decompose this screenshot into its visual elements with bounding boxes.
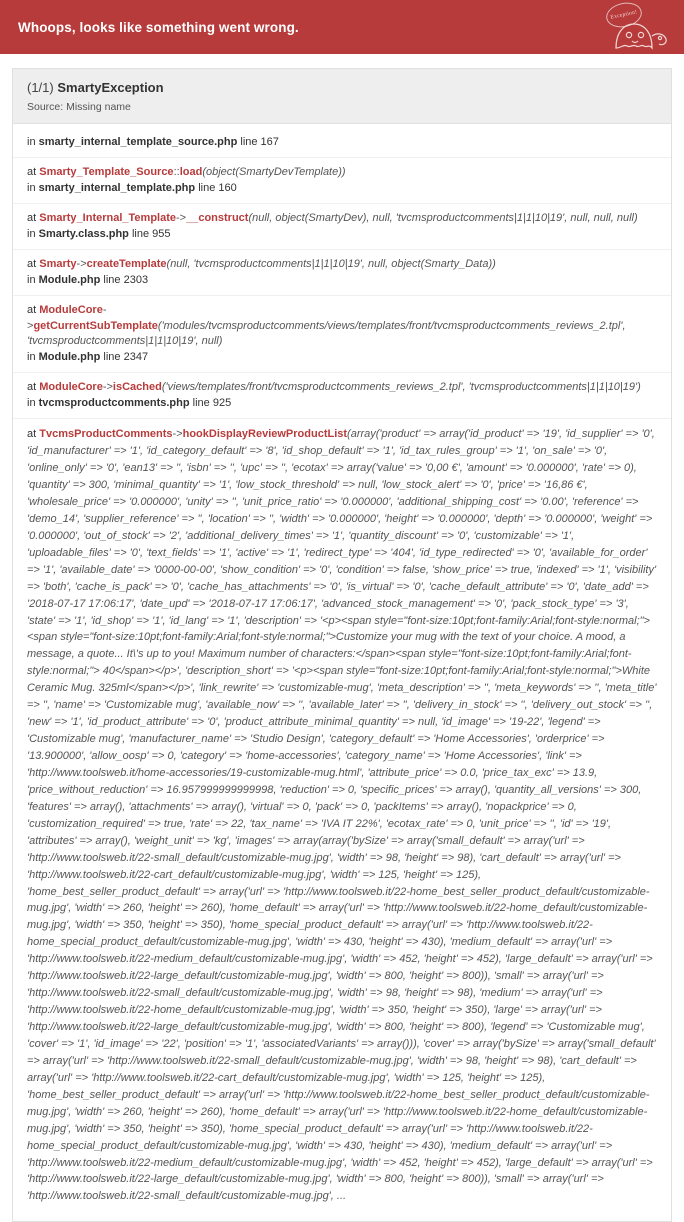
- trace-in-keyword: in: [27, 181, 36, 194]
- trace-row[interactable]: [13, 296, 671, 374]
- trace-file: smarty_internal_template_source.php: [38, 136, 238, 148]
- trace-separator: ::: [173, 165, 180, 178]
- trace-prefix: at: [27, 165, 37, 178]
- trace-separator: ->: [176, 211, 187, 224]
- exception-index: (1/1): [27, 80, 54, 95]
- trace-line: line 955: [131, 227, 171, 240]
- trace-line: line 2303: [103, 273, 149, 286]
- trace-function: isCached: [112, 381, 162, 394]
- exception-header: [13, 69, 671, 124]
- trace-file: Module.php: [38, 273, 101, 286]
- trace-prefix: at: [27, 211, 37, 224]
- trace-function: createTemplate: [86, 257, 167, 270]
- trace-args: (object(SmartyDevTemplate)): [202, 165, 346, 178]
- trace-in-keyword: in: [27, 397, 36, 410]
- trace-class: Smarty_Template_Source: [39, 165, 174, 178]
- trace-line: line 2347: [103, 351, 149, 364]
- trace-class: ModuleCore: [39, 303, 103, 316]
- ghost-icon: [604, 2, 674, 52]
- trace-class: TvcmsProductComments: [39, 428, 173, 441]
- trace-prefix: at: [27, 381, 37, 394]
- trace-args: (null, object(SmartyDev), null, 'tvcmsproductcomments|1|1|10|19', null, null, null): [248, 211, 638, 224]
- trace-prefix: at: [27, 303, 37, 316]
- trace-row[interactable]: [13, 419, 671, 1211]
- exception-name: SmartyException: [57, 80, 164, 95]
- trace-file: Smarty.class.php: [38, 227, 129, 240]
- error-page: [0, 54, 684, 1222]
- exception-source: Source: Missing name: [27, 101, 131, 113]
- trace-separator: ->: [27, 303, 107, 332]
- trace-class: Smarty: [39, 257, 77, 270]
- error-banner: [0, 0, 684, 54]
- exception-title: [27, 80, 657, 95]
- trace-function: getCurrentSubTemplate: [33, 319, 158, 332]
- trace-line: line 925: [192, 397, 232, 410]
- trace-args-dump: (array('product' => array('id_product' => '19', 'id_supplier' => '0', 'id_manufacturer' => '1', 'id_category_default' => '8', 'id_shop_default' => '1', 'id_tax_rules_group' => '1', 'on_sale' => '0', 'online_only' => '0', 'ean13' => '', 'isbn' => '', 'upc' => '', 'ecotax' => array('value' => '0,00 €', 'amount' => '0.000000', 'rate' => 0), 'quantity' => 300, 'minimal_quantity' => '1', 'low_stock_threshold' => null, 'low_stock_alert' => '0', 'price' => '16,86 €', 'wholesale_price' => '0.000000', 'unity' => '', 'unit_price_ratio' => '0.000000', 'additional_shipping_cost' => '0.00', 'reference' => 'demo_14', 'supplier_reference' => '', 'location' => '', 'width' => '0.000000', 'height' => '0.000000', 'depth' => '0.000000', 'weight' => '0.000000', 'out_of_stock' => '2', 'additional_delivery_times' => '1', 'quantity_discount' => '0', 'customizable' => '1', 'uploadable_files' => '0', 'text_fields' => '1', 'active' => '1', 'redirect_type' => '404', 'id_type_redirected' => '0', 'available_for_order' => '1', 'available_date' => '0000-00-00', 'show_condition' => '0', 'condition' => false, 'show_price' => true, 'indexed' => '1', 'visibility' => 'both', 'cache_is_pack' => '0', 'cache_has_attachments' => '0', 'is_virtual' => '0', 'cache_default_attribute' => '0', 'date_add' => '2018-07-17 17:06:17', 'date_upd' => '2018-07-17 17:06:17', 'advanced_stock_management' => '0', 'pack_stock_type' => '3', 'state' => '1', 'id_shop' => '1', 'id_lang' => '1', 'description' => '<p><span style="font-size:10pt;font-family:Arial;font-style:normal;"><span style="font-size:10pt;font-family:Arial;font-style:normal;">Customize your mug with the text of your choice. A mood, a message, a quote... It\'s up to you! Maximum number of characters:</span><span style="font-size:10pt;font-family:Arial;font-style:normal;"> 40</span></p>', 'description_short' => '<p><span style="font-size:10pt;font-family:Arial;font-style:normal;">White Ceramic Mug. 325ml</span></p>', 'link_rewrite' => 'customizable-mug', 'meta_description' => '', 'meta_keywords' => '', 'meta_title' => '', 'name' => 'Customizable mug', 'available_now' => '', 'available_later' => '', 'delivery_in_stock' => '', 'delivery_out_stock' => '', 'new' => '1', 'id_product_attribute' => '0', 'product_attribute_minimal_quantity' => null, 'id_image' => '19-22', 'legend' => 'Customizable mug', 'manufacturer_name' => 'Studio Design', 'category_default' => 'Home Accessories', 'orderprice' => '13.900000', 'allow_oosp' => 0, 'category' => 'home-accessories', 'category_name' => 'Home Accessories', 'link' => 'http://www.toolsweb.it/home-accessories/19-customizable-mug.html', 'attribute_price' => 0.0, 'price_tax_exc' => 13.9, 'price_without_reduction' => 16.957999999999998, 'reduction' => 0, 'specific_prices' => array(), 'quantity_all_versions' => 300, 'features' => array(), 'attachments' => array(), 'virtual' => 0, 'pack' => 0, 'packItems' => array(), 'nopackprice' => 0, 'customization_required' => true, 'rate' => 22, 'tax_name' => 'IVA IT 22%', 'ecotax_rate' => 0, 'unit_price' => '', 'id' => '19', 'attributes' => array(), 'weight_unit' => 'kg', 'images' => array(array('bySize' => array('small_default' => array('url' => 'http://www.toolsweb.it/22-small_default/customizable-mug.jpg', 'width' => 98, 'height' => 98), 'cart_default' => array('url' => 'http://www.toolsweb.it/22-cart_default/customizable-mug.jpg', 'width' => 125, 'height' => 125), 'home_best_seller_product_default' => array('url' => 'http://www.toolsweb.it/22-home_best_seller_product_default/customizable-mug.jpg', 'width' => 260, 'height' => 260), 'home_default' => array('url' => 'http://www.toolsweb.it/22-home_default/customizable-mug.jpg', 'width' => 350, 'height' => 350), 'home_special_product_default' => array('url' => 'http://www.toolsweb.it/22-home_special_product_default/customizable-mug.jpg', 'width' => 430, 'height' => 430), 'medium_default' => array('url' => 'http://www.toolsweb.it/22-medium_default/customizable-mug.jpg', 'width' => 452, 'height' => 452), 'large_default' => array('url' => 'http://www.toolsweb.it/22-large_default/customizable-mug.jpg', 'width' => 800, 'height' => 800)), 'small' => array('url' => 'http://www.toolsweb.it/22-small_default/customizable-mug.jpg', 'width' => 98, 'height' => 98), 'medium' => array('url' => 'http://www.toolsweb.it/22-home_default/customizable-mug.jpg', 'width' => 350, 'height' => 350), 'large' => array('url' => 'http://www.toolsweb.it/22-large_default/customizable-mug.jpg', 'width' => 800, 'height' => 800), 'legend' => 'Customizable mug', 'cover' => '1', 'id_image' => '22', 'position' => '1', 'associatedVariants' => array())), 'cover' => array('bySize' => array('small_default' => array('url' => 'http://www.toolsweb.it/22-small_default/customizable-mug.jpg', 'width' => 98, 'height' => 98), 'cart_default' => array('url' => 'http://www.toolsweb.it/22-cart_default/customizable-mug.jpg', 'width' => 125, 'height' => 125), 'home_best_seller_product_default' => array('url' => 'http://www.toolsweb.it/22-home_best_seller_product_default/customizable-mug.jpg', 'width' => 260, 'height' => 260), 'home_default' => array('url' => 'http://www.toolsweb.it/22-home_default/customizable-mug.jpg', 'width' => 350, 'height' => 350), 'home_special_product_default' => array('url' => 'http://www.toolsweb.it/22-home_special_product_default/customizable-mug.jpg', 'width' => 430, 'height' => 430), 'medium_default' => array('url' => 'http://www.toolsweb.it/22-medium_default/customizable-mug.jpg', 'width' => 452, 'height' => 452), 'large_default' => array('url' => 'http://www.toolsweb.it/22-large_default/customizable-mug.jpg', 'width' => 800, 'height' => 800)), 'small' => array('url' => 'http://www.toolsweb.it/22-small_default/customizable-mug.jpg', ...: [27, 428, 657, 1203]
- trace-row[interactable]: [13, 250, 671, 296]
- trace-class: Smarty_Internal_Template: [39, 211, 176, 224]
- trace-prefix: at: [27, 257, 37, 270]
- trace-row[interactable]: [13, 373, 671, 419]
- trace-function: hookDisplayReviewProductList: [182, 428, 348, 441]
- banner-title: Whoops, looks like something went wrong.: [18, 19, 299, 35]
- trace-row[interactable]: [13, 128, 671, 158]
- trace-separator: ->: [102, 381, 113, 394]
- trace-args: ('views/templates/front/tvcmsproductcomments_reviews_2.tpl', 'tvcmsproductcomments|1|1|10|19'): [161, 381, 641, 394]
- trace-args: (null, 'tvcmsproductcomments|1|1|10|19', null, object(Smarty_Data)): [166, 257, 496, 270]
- trace-in-keyword: in: [27, 351, 36, 364]
- exception-panel: [12, 68, 672, 1222]
- trace-prefix: at: [27, 428, 37, 441]
- trace-separator: ->: [76, 257, 87, 270]
- trace-function: load: [179, 165, 203, 178]
- trace-file: tvcmsproductcomments.php: [38, 397, 190, 410]
- trace-class: ModuleCore: [39, 381, 103, 394]
- trace-row[interactable]: [13, 158, 671, 204]
- exception-stamp: Exception!: [604, 0, 644, 30]
- trace-file: Module.php: [38, 351, 101, 364]
- trace-line: line 167: [240, 136, 279, 148]
- trace-in-keyword: in: [27, 227, 36, 240]
- trace-separator: ->: [172, 428, 183, 441]
- trace-row[interactable]: [13, 204, 671, 250]
- trace-prefix: in: [27, 136, 36, 148]
- trace-file: smarty_internal_template.php: [38, 181, 196, 194]
- trace-args: ('modules/tvcmsproductcomments/views/templates/front/tvcmsproductcomments_reviews_2.tpl', 'tvcmsproductcomments|1|1|10|19', null): [27, 319, 626, 348]
- trace-line: line 160: [198, 181, 237, 194]
- stack-trace-list: [13, 124, 671, 1221]
- trace-function: __construct: [186, 211, 249, 224]
- trace-in-keyword: in: [27, 273, 36, 286]
